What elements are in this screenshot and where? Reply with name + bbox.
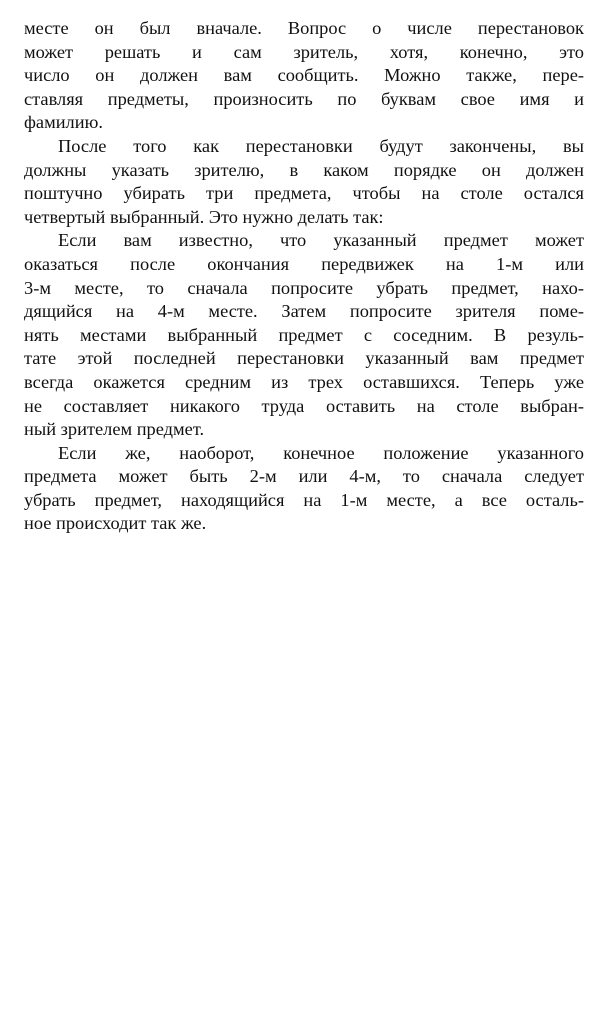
paragraph (24, 229, 584, 441)
paragraph (24, 17, 584, 135)
text-line: После того как перестановки будут закончены, вы (58, 135, 584, 156)
text-line: ставляя предметы, произносить по буквам свое имя и (24, 88, 584, 109)
text-line: 3-м месте, то сначала попросите убрать предмет, нахо- (24, 277, 584, 298)
text-line: фамилию. (24, 112, 103, 133)
text-line: может решать и сам зритель, хотя, конечно, это (24, 41, 584, 62)
text-line: не составляет никакого труда оставить на столе выбран- (24, 395, 584, 416)
text-line: число он должен вам сообщить. Можно также, пере- (24, 65, 584, 86)
paragraph (24, 135, 584, 229)
text-line: ное происходит так же. (24, 513, 207, 534)
text-line: четвертый выбранный. Это нужно делать так: (24, 206, 384, 227)
page-text (24, 17, 584, 536)
text-line: оказаться после окончания передвижек на 1-м или (24, 253, 584, 274)
text-line: предмета может быть 2-м или 4-м, то сначала следует (24, 466, 584, 487)
text-line: месте он был вначале. Вопрос о числе перестановок (24, 18, 584, 38)
text-line: должны указать зрителю, в каком порядке он должен (24, 159, 584, 180)
text-line: тате этой последней перестановки указанный вам предмет (24, 348, 584, 369)
text-line: поштучно убирать три предмета, чтобы на столе остался (24, 183, 584, 204)
text-line: убрать предмет, находящийся на 1-м месте, а все осталь- (24, 489, 584, 510)
paragraph (24, 442, 584, 536)
text-line: нять местами выбранный предмет с соседним. В резуль- (24, 324, 584, 345)
text-line: Если же, наоборот, конечное положение указанного (58, 442, 584, 463)
text-line: Если вам известно, что указанный предмет может (58, 230, 584, 251)
text-line: всегда окажется средним из трех оставшихся. Теперь уже (24, 371, 584, 392)
text-line: дящийся на 4-м месте. Затем попросите зрителя поме- (24, 301, 584, 322)
text-line: ный зрителем предмет. (24, 419, 205, 440)
